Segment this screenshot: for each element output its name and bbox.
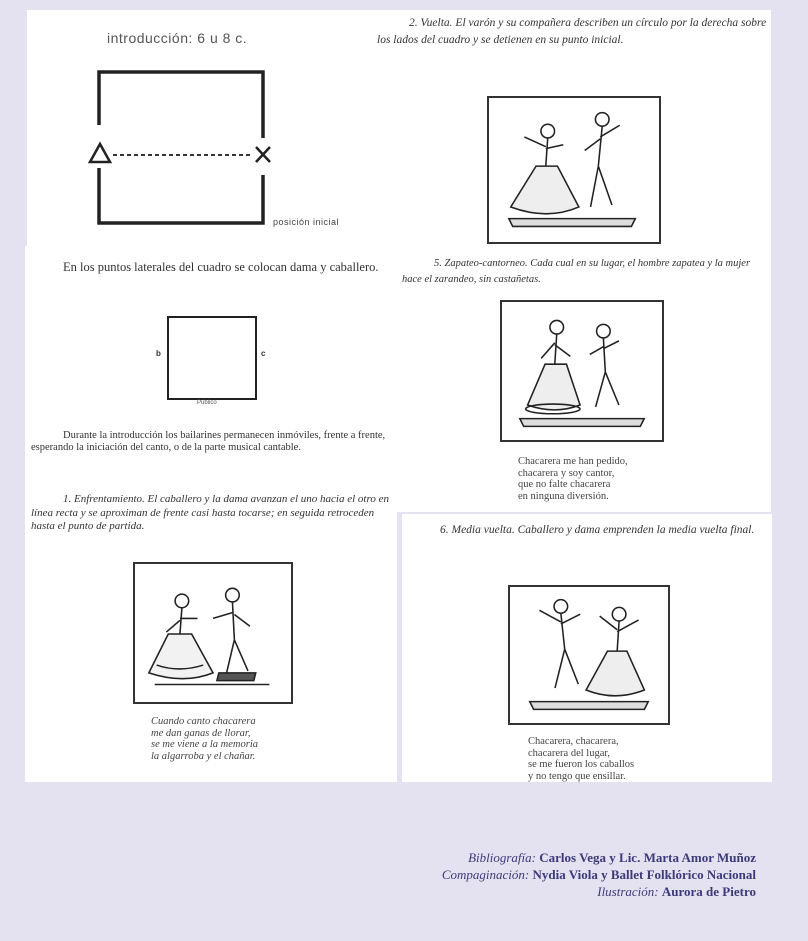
step5-text: 5. Zapateo-cantorneo. Cada cual en su lugar, el hombre zapatea y la mujer hace el zarandeo, sin castañetas. xyxy=(402,258,751,285)
credit-bibliography xyxy=(442,849,756,866)
square-diagram xyxy=(167,316,257,400)
verse-line: que no falte chacarera xyxy=(518,479,611,490)
step1-text: 1. Enfrentamiento. El caballero y la dama avanzan el uno hacia el otro en línea recta y se aproximan de frente casi hasta tocarse; en seguida retroceden hasta el punto de partida. xyxy=(31,493,389,532)
step2-illustration xyxy=(487,96,661,244)
step1-illustration xyxy=(133,562,293,704)
step6-text: 6. Media vuelta. Caballero y dama emprenden la media vuelta final. xyxy=(440,524,755,536)
step6-illustration xyxy=(508,585,670,725)
step5-verse xyxy=(518,456,628,502)
credit-illustration xyxy=(442,883,756,900)
lateral-text: En los puntos laterales del cuadro se colocan dama y caballero. xyxy=(63,260,379,274)
step1-verse xyxy=(151,716,258,762)
initial-position-diagram xyxy=(27,10,379,246)
credit-label: Ilustración: xyxy=(597,884,659,899)
verse-line: y no tengo que ensillar. xyxy=(528,770,626,782)
intro-description: Durante la introducción los bailarines permanecen inmóviles, frente a frente, esperando la iniciación del canto, o de la parte musical cantable. xyxy=(31,430,386,453)
credit-label: Bibliografía: xyxy=(468,850,536,865)
verse-line: se me viene a la memoria xyxy=(151,739,259,750)
verse-line: Chacarera, chacarera, xyxy=(528,736,619,747)
triangle-marker-icon xyxy=(90,144,110,162)
intro-heading: introducción: 6 u 8 c. xyxy=(107,30,248,46)
credit-name: Carlos Vega y Lic. Marta Amor Muñoz xyxy=(539,850,756,865)
step5-illustration xyxy=(500,300,664,442)
credit-name: Aurora de Pietro xyxy=(661,884,756,899)
verse-line: Cuando canto chacarera xyxy=(151,716,256,727)
step6-panel xyxy=(402,514,772,782)
x-marker-icon xyxy=(256,147,270,162)
diagram-left-label: b xyxy=(156,349,161,358)
credit-layout xyxy=(442,866,756,883)
diagram-bottom-label: Público xyxy=(197,400,217,406)
verse-line: la algarroba y el chañar. xyxy=(151,750,256,762)
step2-panel xyxy=(371,10,771,250)
verse-line: se me fueron los caballos xyxy=(528,759,635,770)
verse-line: chacarera del lugar, xyxy=(528,747,611,759)
verse-line: chacarera y soy cantor, xyxy=(518,467,615,479)
step5-panel xyxy=(396,250,771,512)
intro-panel xyxy=(27,10,379,246)
verse-line: me dan ganas de llorar, xyxy=(151,727,251,739)
verse-line: en ninguna diversión. xyxy=(518,490,609,502)
verse-line: Chacarera me han pedido, xyxy=(518,456,628,467)
step6-verse xyxy=(528,736,634,782)
step2-text: 2. Vuelta. El varón y su compañera describen un círculo por la derecha sobre los lados del cuadro y se detienen en su punto inicial. xyxy=(377,17,767,46)
diagram-right-label: c xyxy=(261,349,266,358)
credit-label: Compaginación: xyxy=(441,867,530,882)
credits-block xyxy=(442,849,756,900)
left-panel xyxy=(25,246,397,782)
credit-name: Nydia Viola y Ballet Folklórico Nacional xyxy=(532,867,756,882)
position-label: posición inicial xyxy=(273,217,340,227)
